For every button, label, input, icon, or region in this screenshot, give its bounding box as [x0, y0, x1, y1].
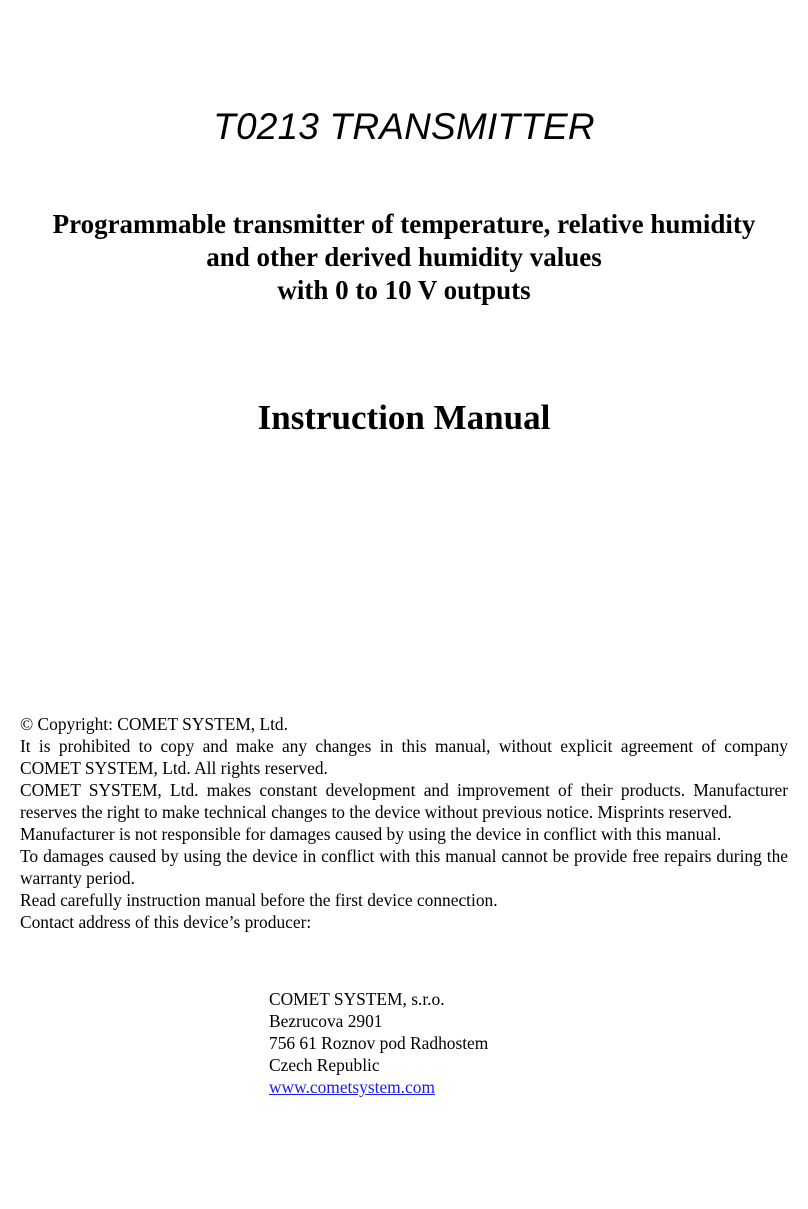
website-link[interactable]: www.cometsystem.com [269, 1077, 435, 1097]
notice-paragraph: Contact address of this device’s producer: [20, 912, 312, 932]
address-city: 756 61 Roznov pod Radhostem [269, 1033, 489, 1053]
copyright-notice [20, 713, 788, 933]
notice-paragraph: COMET SYSTEM, Ltd. makes constant development and improvement of their products. Manufacturer reserves the right to make technical changes to the device without previous notice. Misprints reserved. [20, 780, 788, 822]
notice-paragraph: It is prohibited to copy and make any changes in this manual, without explicit agreement of company COMET SYSTEM, Ltd. All rights reserved. [20, 736, 788, 778]
address-country: Czech Republic [269, 1055, 380, 1075]
manual-heading: Instruction Manual [257, 398, 551, 437]
producer-address [269, 988, 669, 1098]
subtitle-line: with 0 to 10 V outputs [277, 275, 531, 305]
notice-paragraph: To damages caused by using the device in conflict with this manual cannot be provide free repairs during the warranty period. [20, 846, 788, 888]
document-subtitle [0, 208, 808, 307]
notice-paragraph: Manufacturer is not responsible for damages caused by using the device in conflict with this manual. [20, 824, 722, 844]
notice-paragraph: © Copyright: COMET SYSTEM, Ltd. [20, 714, 288, 734]
address-company: COMET SYSTEM, s.r.o. [269, 989, 445, 1009]
subtitle-line: Programmable transmitter of temperature, relative humidity [52, 209, 756, 239]
document-title: T0213 TRANSMITTER [213, 106, 595, 147]
address-street: Bezrucova 2901 [269, 1011, 383, 1031]
subtitle-line: and other derived humidity values [206, 242, 602, 272]
notice-paragraph: Read carefully instruction manual before the first device connection. [20, 890, 498, 910]
